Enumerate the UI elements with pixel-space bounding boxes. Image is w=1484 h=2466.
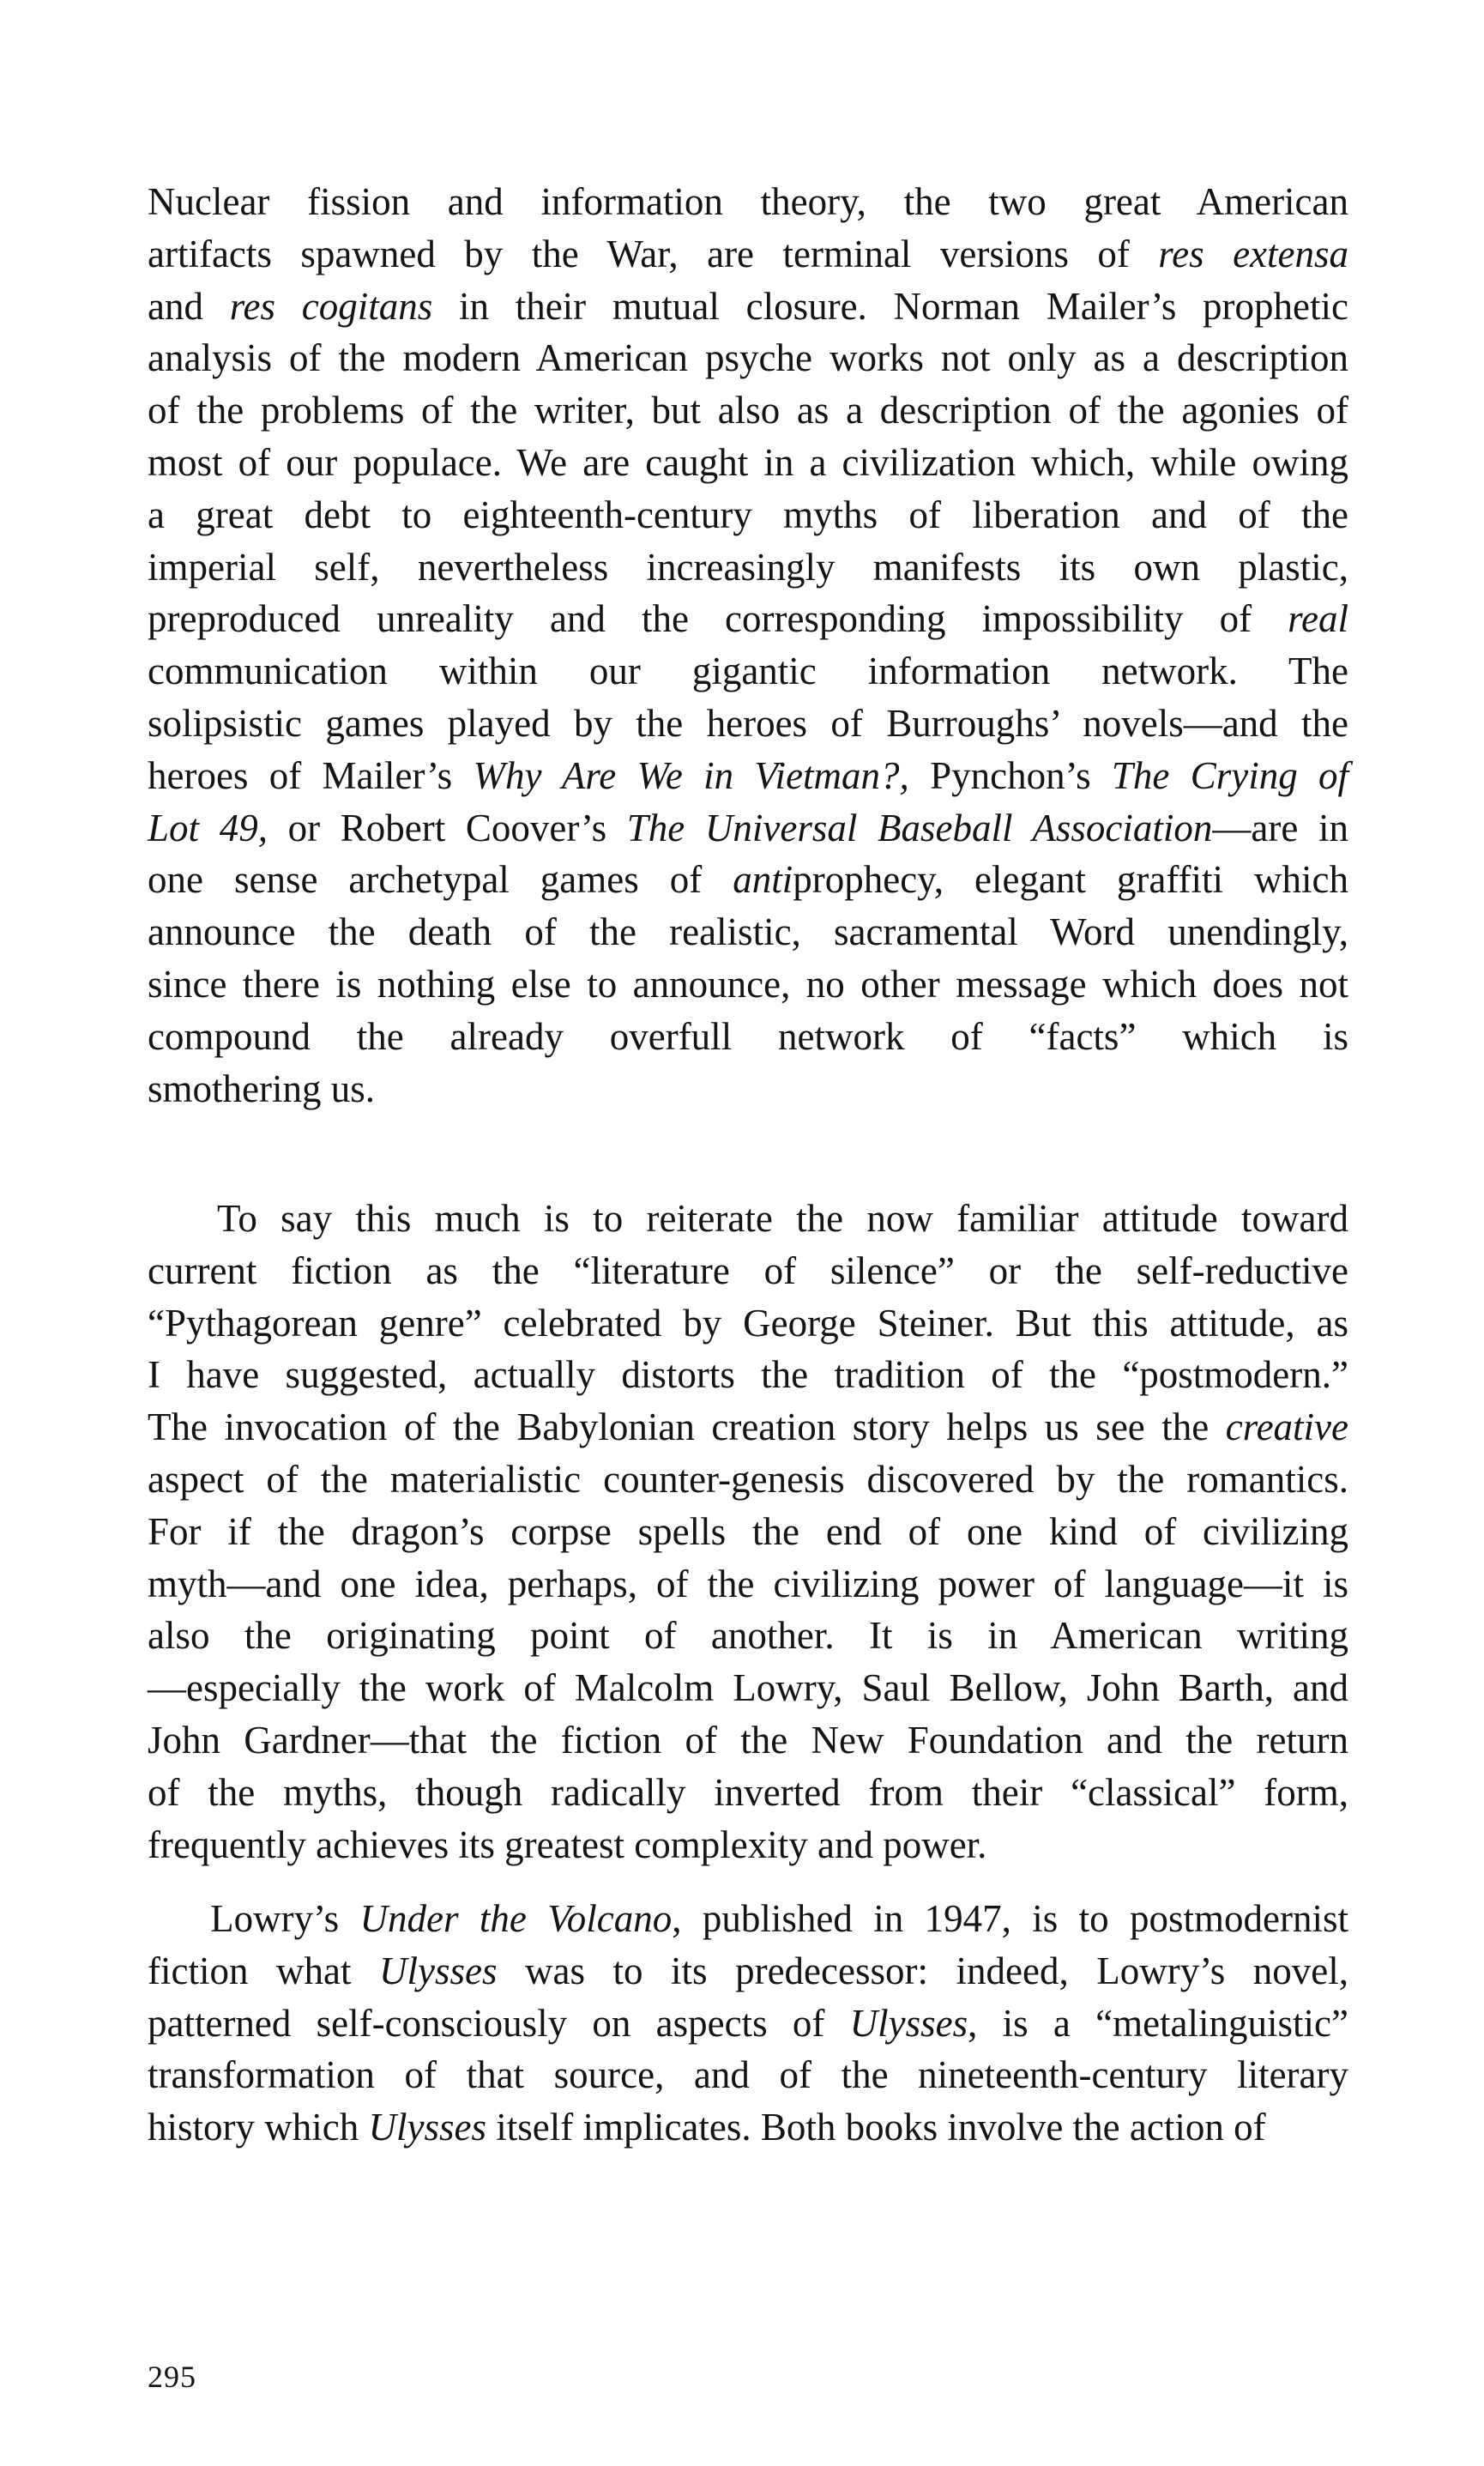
text-line	[148, 1945, 1348, 1998]
italic-phrase: real	[1288, 597, 1348, 641]
italic-phrase: anti	[733, 858, 793, 902]
text-run: announce the death of the realistic, sacramental Word unendingly,	[148, 910, 1348, 954]
text-run: Lowry’s	[148, 1897, 360, 1940]
text-line	[148, 228, 1348, 281]
text-line	[148, 1401, 1348, 1454]
text-run: Pynchon’s	[908, 753, 1112, 797]
paragraph-1	[148, 176, 1348, 1115]
text-line	[148, 1893, 1348, 1945]
text-run: and	[148, 284, 230, 328]
text-run: a great debt to eighteenth-century myths of liberation and of the	[148, 493, 1348, 536]
italic-phrase: Ulysses	[849, 2001, 968, 2045]
text-line	[148, 384, 1348, 437]
text-run: itself implicates. Both books involve the action of	[486, 2106, 1266, 2149]
text-run: aspect of the materialistic counter-genesis discovered by the romantics.	[148, 1457, 1348, 1501]
text-run: prophecy, elegant graffiti which	[793, 858, 1349, 902]
text-run: smothering us.	[148, 1067, 375, 1110]
text-line	[148, 1297, 1348, 1350]
text-run: fiction what	[148, 1949, 379, 1992]
text-run: was to its predecessor: indeed, Lowry’s novel,	[497, 1949, 1348, 1992]
text-line	[148, 281, 1348, 333]
text-line	[148, 176, 1348, 228]
text-run: To say this much is to reiterate the now familiar attitude toward	[148, 1197, 1348, 1240]
text-run: solipsistic games played by the heroes of Burroughs’ novels—and the	[148, 701, 1348, 745]
page-number: 295	[148, 2360, 196, 2394]
text-line	[148, 1819, 1348, 1871]
text-line	[148, 1193, 1348, 1245]
italic-phrase: res extensa	[1158, 232, 1349, 275]
text-line	[148, 1558, 1348, 1611]
text-line	[148, 854, 1348, 906]
text-run: in their mutual closure. Norman Mailer’s prophetic	[432, 284, 1348, 328]
text-run: heroes of Mailer’s	[148, 753, 474, 797]
text-run: —are in	[1212, 806, 1348, 849]
text-run: of the problems of the writer, but also as a description of the agonies of	[148, 389, 1348, 432]
text-line	[148, 1714, 1348, 1767]
italic-phrase: res cogitans	[229, 284, 433, 328]
text-run: or Robert Coover’s	[267, 806, 627, 849]
text-line	[148, 437, 1348, 489]
text-run: I have suggested, actually distorts the tradition of the “postmodern.”	[148, 1353, 1348, 1397]
text-line	[148, 541, 1348, 594]
italic-phrase: Ulysses	[368, 2106, 486, 2149]
text-line	[148, 906, 1348, 958]
italic-phrase: Under the Volcano	[359, 1897, 673, 1940]
paragraph-2	[148, 1193, 1348, 1871]
text-run: patterned self-consciously on aspects of	[148, 2001, 850, 2045]
text-run: “Pythagorean genre” celebrated by George Steiner. But this attitude, as	[148, 1301, 1348, 1345]
text-line	[148, 645, 1348, 698]
italic-phrase: The Universal Baseball Association	[626, 806, 1213, 849]
text-run: most of our populace. We are caught in a civilization which, while owing	[148, 440, 1348, 484]
text-line	[148, 1767, 1348, 1819]
paragraph-3	[148, 1893, 1348, 2154]
text-line	[148, 1349, 1348, 1401]
text-run: For if the dragon’s corpse spells the end of one kind of civilizing	[148, 1509, 1348, 1553]
text-line	[148, 1454, 1348, 1506]
text-line	[148, 698, 1348, 750]
text-line	[148, 1662, 1348, 1714]
text-run: one sense archetypal games of	[148, 858, 733, 902]
text-line	[148, 958, 1348, 1011]
text-line	[148, 1063, 1348, 1115]
text-run: since there is nothing else to announce, no other message which does not	[148, 962, 1348, 1006]
italic-phrase: Why Are We in Vietman?,	[473, 753, 909, 797]
text-line	[148, 489, 1348, 541]
text-run: imperial self, nevertheless increasingly manifests its own plastic,	[148, 545, 1348, 589]
text-run: Nuclear fission and information theory, the two great American	[148, 180, 1348, 223]
text-line	[148, 2049, 1348, 2101]
text-line	[148, 1011, 1348, 1063]
text-run: of the myths, though radically inverted from their “classical” form,	[148, 1770, 1348, 1814]
text-run: artifacts spawned by the War, are terminal versions of	[148, 232, 1159, 275]
text-run: analysis of the modern American psyche works not only as a description	[148, 336, 1348, 380]
text-line	[148, 750, 1348, 802]
text-line	[148, 332, 1348, 384]
italic-phrase: Lot 49,	[148, 806, 268, 849]
text-line	[148, 1998, 1348, 2050]
text-run: —especially the work of Malcolm Lowry, Saul Bellow, John Barth, and	[148, 1666, 1348, 1710]
text-run: John Gardner—that the fiction of the New Foundation and the return	[148, 1718, 1348, 1762]
text-run: communication within our gigantic information network. The	[148, 650, 1348, 693]
text-run: , is a “metalinguistic”	[968, 2001, 1348, 2045]
text-line	[148, 1245, 1348, 1297]
text-run: transformation of that source, and of the nineteenth-century literary	[148, 2053, 1348, 2097]
text-run: , published in 1947, is to postmodernist	[672, 1897, 1348, 1940]
italic-phrase: The Crying of	[1111, 753, 1349, 797]
italic-phrase: creative	[1225, 1405, 1348, 1449]
text-line	[148, 2101, 1348, 2154]
text-line	[148, 1610, 1348, 1662]
text-run: current fiction as the “literature of silence” or the self-reductive	[148, 1248, 1348, 1292]
text-line	[148, 802, 1348, 855]
italic-phrase: Ulysses	[379, 1949, 498, 1992]
text-line	[148, 593, 1348, 645]
text-run: The invocation of the Babylonian creation story helps us see the	[148, 1405, 1226, 1449]
text-run: preproduced unreality and the corresponding impossibility of	[148, 597, 1288, 641]
text-line	[148, 1506, 1348, 1558]
text-run: history which	[148, 2106, 369, 2149]
text-run: frequently achieves its greatest complexity and power.	[148, 1822, 987, 1866]
text-run: compound the already overfull network of “facts” which is	[148, 1014, 1348, 1058]
text-run: myth—and one idea, perhaps, of the civilizing power of language—it is	[148, 1562, 1348, 1605]
text-run: also the originating point of another. It is in American writing	[148, 1614, 1348, 1658]
